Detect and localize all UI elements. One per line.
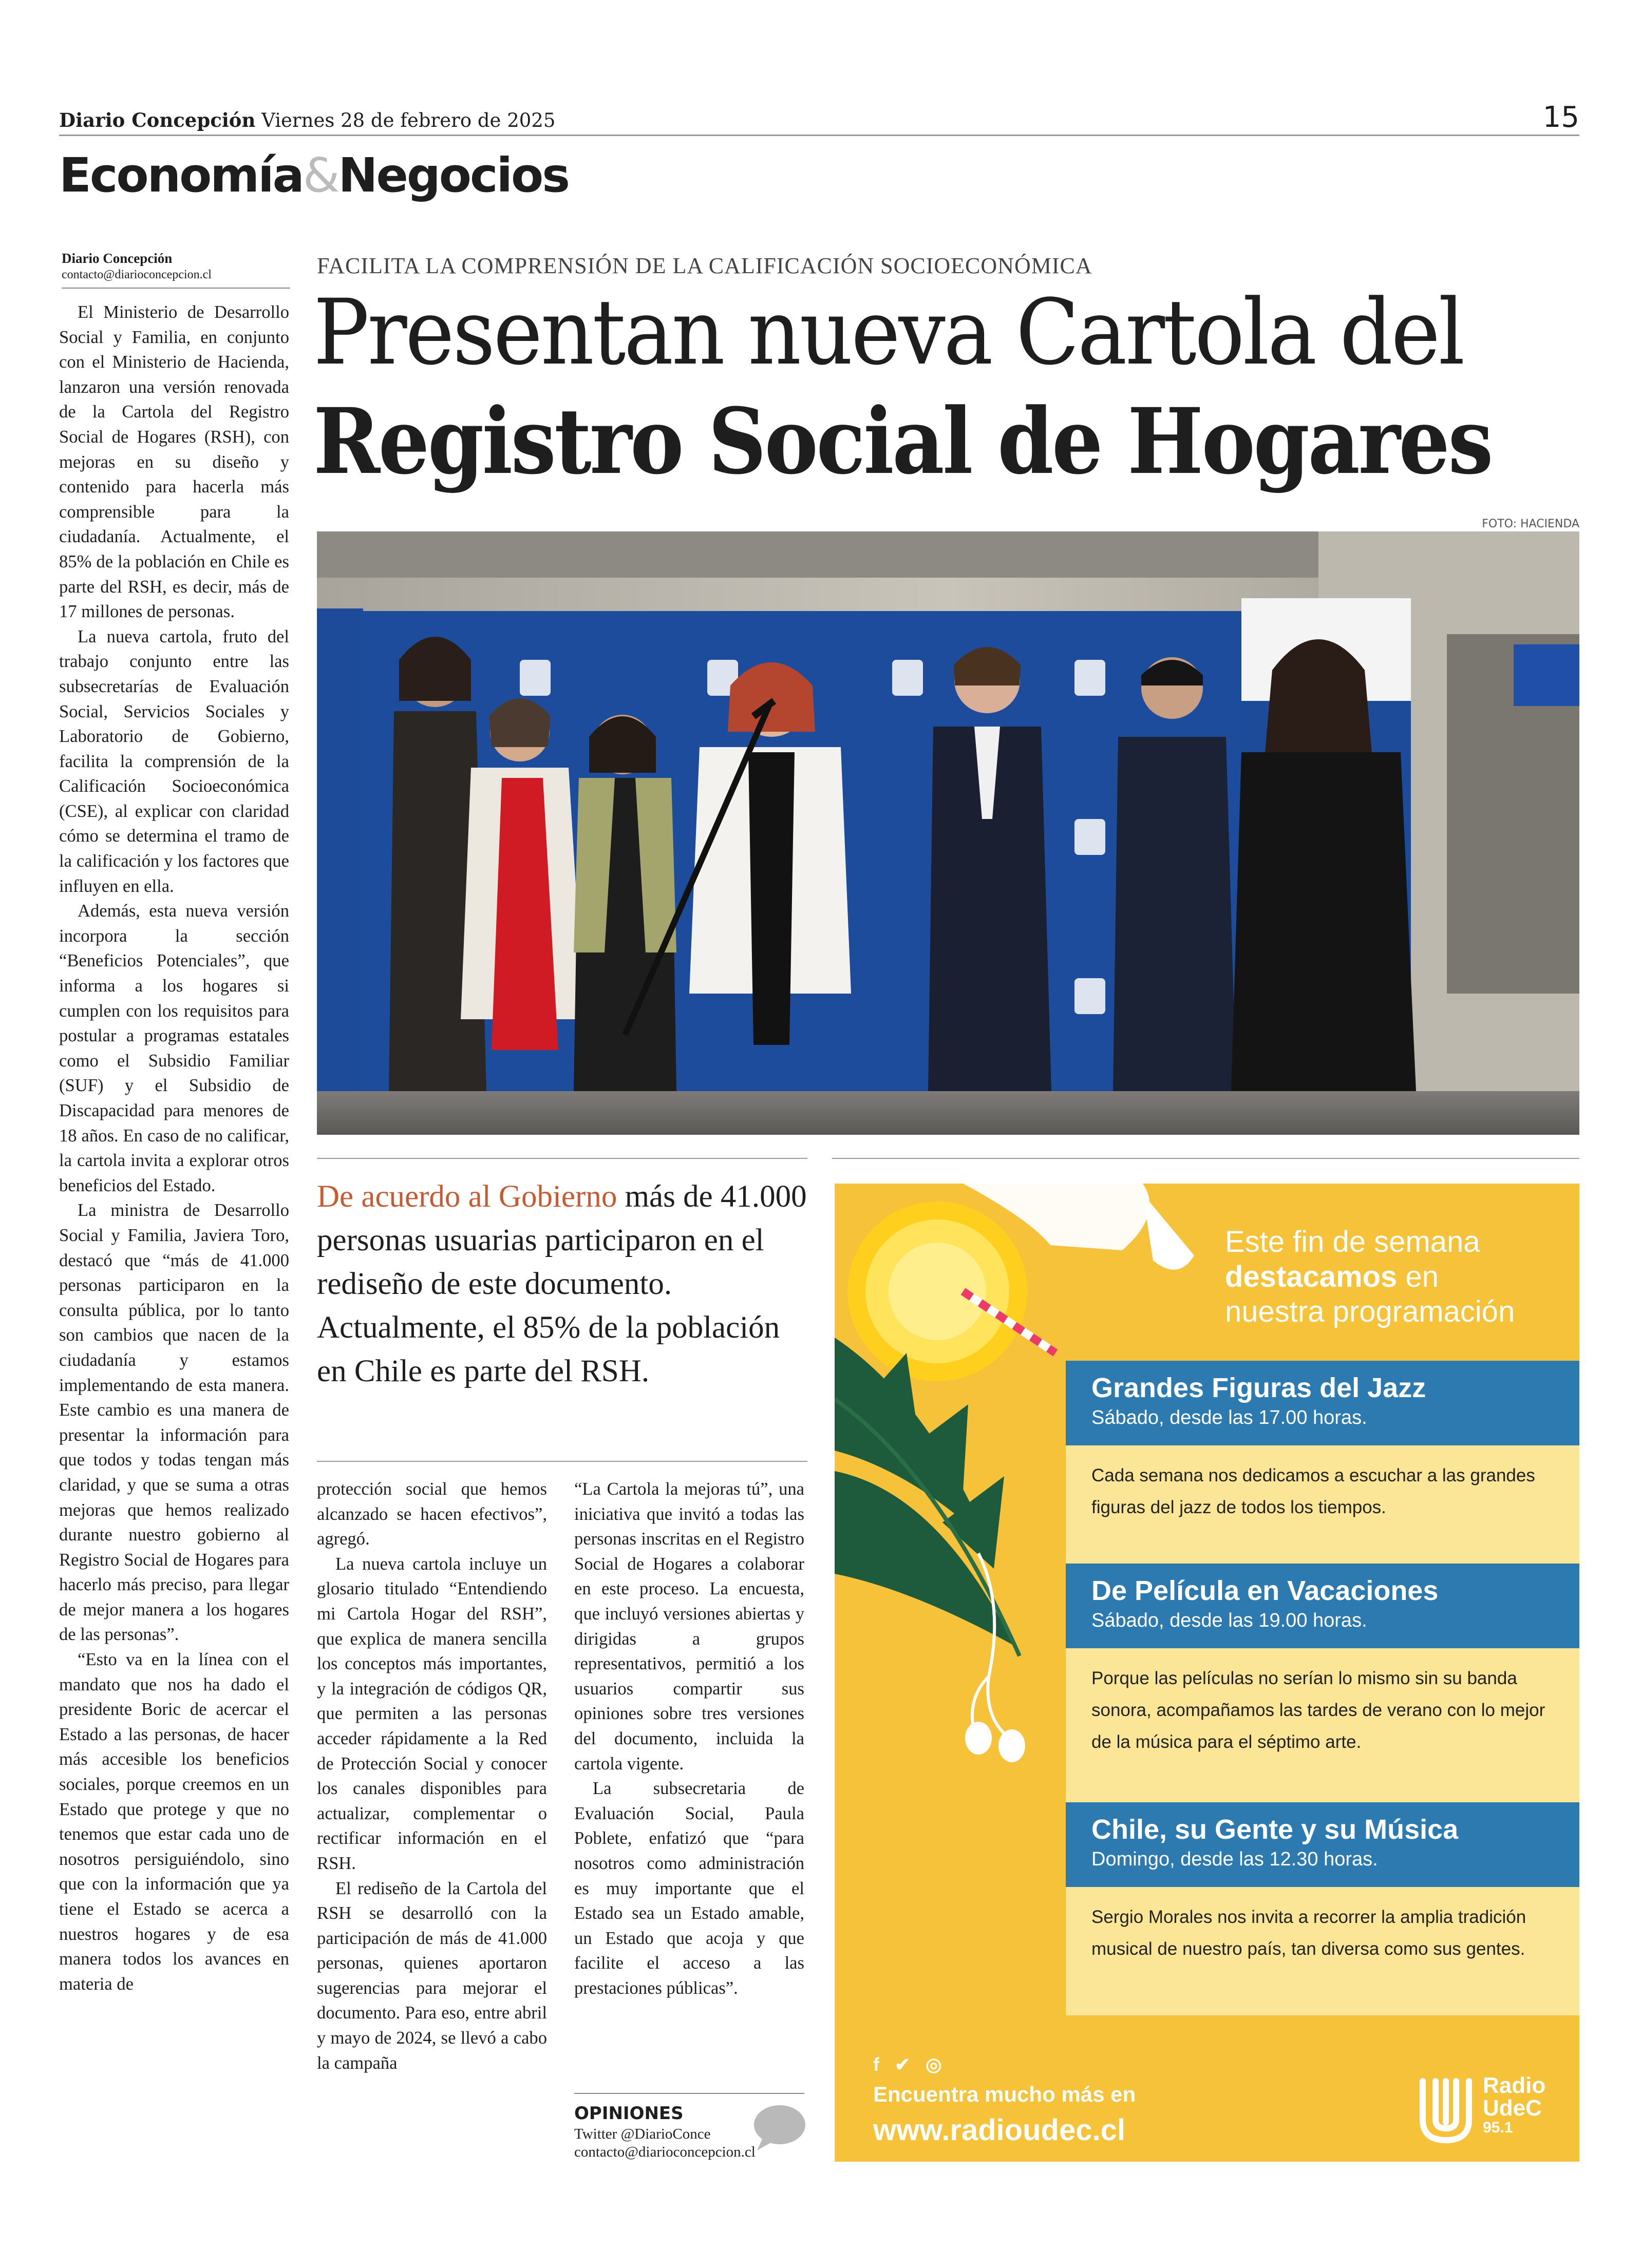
- divider: [574, 2093, 804, 2094]
- news-photo: [317, 531, 1579, 1135]
- program-title: De Película en Vacaciones: [1091, 1575, 1439, 1606]
- article-column-3: [574, 1477, 804, 2083]
- program-time: Sábado, desde las 17.00 horas.: [1091, 1407, 1367, 1428]
- speech-bubble-icon: [751, 2103, 806, 2151]
- opiniones-title: OPINIONES: [574, 2103, 684, 2124]
- paragraph: La ministra de Desarrollo Social y Familia, Javiera Toro, destacó que “más de 41.000 personas participaron en la consulta pública, por lo tanto son cambios que nacen de la ciudadanía y estamos implementando de esta manera. Este cambio es una manera de presentar la información para que todos y todas tengan más claridad, y que se suma a otras mejoras que hemos realizado durante nuestro gobierno al Registro Social de Hogares para hacerlo más preciso, para llegar de mejor manera a los hogares de las personas”.: [59, 1200, 289, 1645]
- page-number: 15: [1542, 101, 1579, 134]
- paragraph: protección social que hemos alcanzado se hacen efectivos”, agregó.: [317, 1479, 547, 1549]
- kicker: FACILITA LA COMPRENSIÓN DE LA CALIFICACIÓN SOCIOECONÓMICA: [317, 253, 1092, 278]
- logo-text: Radio UdeC: [1483, 2073, 1546, 2121]
- paragraph: La nueva cartola incluye un glosario titulado “Entendiendo mi Cartola Hogar del RSH”, que explica de manera sencilla los conceptos más importantes, y la integración de códigos QR, que permiten a las personas acceder rápidamente a la Red de Protección Social y conocer los canales disponibles para actualizar, complementar o rectificar información en el RSH.: [317, 1554, 547, 1873]
- divider: [317, 1158, 807, 1159]
- paper-name: Diario Concepción: [59, 109, 256, 131]
- photo-credit: FOTO: HACIENDA: [1482, 518, 1579, 530]
- program-title: Chile, su Gente y su Música: [1091, 1814, 1459, 1845]
- opiniones-email: contacto@diarioconcepcion.cl: [574, 2144, 756, 2160]
- pull-quote: [317, 1175, 810, 1393]
- pull-quote-text: más de 41.000 personas usuarias participaron en el rediseño de este documento. Actualmente, el 85% de la población en Chile es parte del RSH.: [317, 1179, 807, 1388]
- issue-date: Viernes 28 de febrero de 2025: [261, 109, 556, 131]
- paragraph: El Ministerio de Desarrollo Social y Familia, en conjunto con el Ministerio de Hacienda, lanzaron una versión renovada de la Cartola del Registro Social de Hogares (RSH), con mejoras en su diseño y contenido para hacerla más comprensible para la ciudadanía. Actualmente, el 85% de la población en Chile es parte del RSH, es decir, más de 17 millones de personas.: [59, 302, 289, 622]
- byline-email: contacto@diarioconcepcion.cl: [62, 268, 212, 281]
- opiniones-twitter: Twitter @DiarioConce: [574, 2126, 711, 2142]
- program-desc-3: Sergio Morales nos invita a recorrer la amplia tradición musical de nuestro país, tan diversa como sus gentes.: [1066, 1887, 1579, 2015]
- program-desc-2: Porque las películas no serían lo mismo sin su banda sonora, acompañamos las tardes de verano con lo mejor de la música para el séptimo arte.: [1066, 1648, 1579, 1802]
- byline-rule: [62, 288, 290, 289]
- ad-footer-url[interactable]: www.radioudec.cl: [873, 2113, 1125, 2147]
- paragraph: Además, esta nueva versión incorpora la sección “Beneficios Potenciales”, que informa a los hogares si cumplen con los requisitos para postular a programas estatales como el Subsidio Familiar (SUF) y el Subsidio de Discapacidad para menores de 18 años. En caso de no calificar, la cartola invita a explorar otros beneficios del Estado.: [59, 901, 289, 1195]
- radio-udec-ad: [835, 1184, 1579, 2162]
- press-conference-illustration: [317, 531, 1579, 1135]
- headline-line-2: Registro Social de Hogares: [313, 388, 1492, 494]
- social-icons: f ✔ ◎: [873, 2054, 947, 2075]
- top-rule: [59, 135, 1579, 136]
- paragraph: “La Cartola la mejoras tú”, una iniciativa que invitó a todas las personas inscritas en el Registro Social de Hogares a colaborar en este proceso. La encuesta, que incluyó versiones abiertas y dirigidas a grupos representativos, permitió a los usuarios compartir sus opiniones sobre tres versiones del documento, incluida la cartola vigente.: [574, 1479, 804, 1774]
- article-column-2: [317, 1477, 547, 2165]
- program-desc-1: Cada semana nos dedicamos a escuchar a las grandes figuras del jazz de todos los tiempos.: [1066, 1445, 1579, 1564]
- ad-footer-text: Encuentra mucho más en: [873, 2082, 1136, 2106]
- headline-line-1: Presentan nueva Cartola del: [313, 280, 1463, 385]
- paragraph: La nueva cartola, fruto del trabajo conjunto entre las subsecretarías de Evaluación Social, Servicios Sociales y Laboratorio de Gobierno, facilita la comprensión de la Calificación Socioeconómica (CSE), al explicar con claridad cómo se determina el tramo de la calificación y los factores que influyen en ella.: [59, 626, 289, 896]
- logo-frequency: 95.1: [1483, 2119, 1513, 2136]
- ad-intro: Este fin de semana destacamos en nuestra programación: [1225, 1225, 1515, 1328]
- program-band-1: [1066, 1361, 1579, 1445]
- pull-quote-highlight: De acuerdo al Gobierno: [317, 1179, 617, 1214]
- divider: [317, 1461, 807, 1462]
- program-time: Domingo, desde las 12.30 horas.: [1091, 1848, 1378, 1870]
- paragraph: “Esto va en la línea con el mandato que nos ha dado el presidente Boric de acercar el Estado a las personas, de hacer más accesible los beneficios sociales, porque creemos en un Estado que protege y que no tenemos que estar cada uno de nosotros persiguiéndolo, sino que con la información que ya tiene el Estado se acerca a nuestros hogares y de esa manera todos los avances en materia de: [59, 1650, 289, 1994]
- paragraph: El rediseño de la Cartola del RSH se desarrolló con la participación de más de 41.000 personas, quienes aportaron sugerencias para mejorar el documento. Para eso, entre abril y mayo de 2024, se llevó a cabo la campaña: [317, 1878, 547, 2073]
- section-title: Economía&Negocios: [59, 148, 569, 203]
- byline-name: Diario Concepción: [62, 251, 173, 266]
- article-column-1: [59, 300, 289, 2159]
- program-band-2: [1066, 1564, 1579, 1648]
- divider: [832, 1158, 1579, 1159]
- program-time: Sábado, desde las 19.00 horas.: [1091, 1610, 1367, 1631]
- program-title: Grandes Figuras del Jazz: [1091, 1373, 1426, 1403]
- paragraph: La subsecretaria de Evaluación Social, Paula Poblete, enfatizó que “para nosotros como administración es muy importante que el Estado sea un Estado amable, un Estado que acoja y que facilite el acceso a las prestaciones públicas”.: [574, 1779, 804, 1998]
- program-band-3: [1066, 1802, 1579, 1887]
- masthead: [59, 109, 555, 131]
